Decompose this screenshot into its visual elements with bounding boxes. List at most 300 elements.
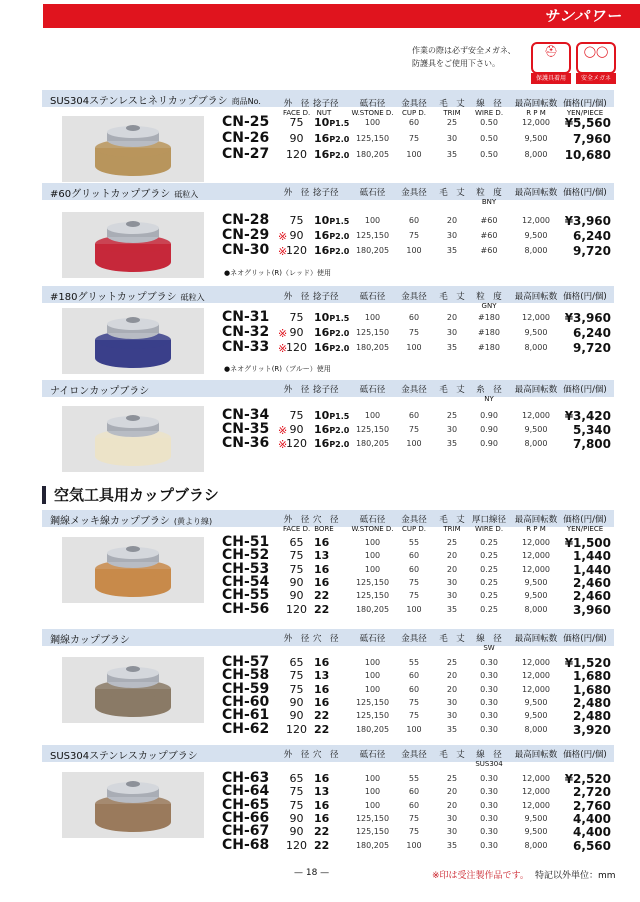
- order-note: ※印は受注製作品です。: [432, 871, 529, 881]
- trim-length: 20: [446, 685, 458, 694]
- face-diameter: 75: [289, 669, 304, 682]
- column-header-price: 価格(円/個): [563, 634, 607, 644]
- stone-diameter: 100: [364, 671, 381, 680]
- nut-size-value: 22: [314, 723, 330, 736]
- stone-diameter: 180,205: [355, 841, 390, 850]
- product-code: CN-27: [222, 146, 270, 162]
- column-subheader-price: YEN/PIECE: [566, 525, 604, 533]
- column-subheader-rpm: R P M: [526, 109, 546, 117]
- face-diameter: 90: [289, 326, 304, 339]
- nut-size: [314, 589, 354, 602]
- cup-diameter: 60: [408, 565, 420, 574]
- trim-length: 30: [446, 425, 458, 434]
- column-header-stone: 砥石径: [359, 750, 386, 760]
- trim-length: 30: [446, 827, 458, 836]
- nut-size: [314, 656, 354, 669]
- wire-diameter: 0.30: [480, 658, 498, 667]
- made-to-order-mark: ※: [278, 342, 288, 355]
- column-subheader-price: YEN/PIECE: [566, 109, 604, 117]
- wire-diameter: 0.25: [480, 591, 498, 600]
- product-code: CN-31: [222, 309, 270, 325]
- column-header-trim: 毛 丈: [439, 750, 465, 760]
- cup-diameter: 55: [408, 658, 420, 667]
- nut-size-value: 16: [314, 696, 330, 709]
- trim-length: 30: [446, 231, 458, 240]
- section-title: [50, 747, 198, 762]
- product-code: CN-28: [222, 212, 270, 228]
- column-header-trim: 毛 丈: [439, 634, 465, 644]
- trim-length: 30: [446, 578, 458, 587]
- face-diameter: 120: [286, 244, 307, 257]
- wire-diameter: 0.50: [480, 134, 498, 143]
- trim-length: 30: [446, 698, 458, 707]
- material-note: ●ネオグリット(R)（ブルー）使用: [224, 365, 331, 373]
- made-to-order-mark: ※: [278, 230, 288, 243]
- trim-length: 25: [446, 411, 458, 420]
- nut-size-value: 16: [314, 148, 330, 161]
- section-title: [50, 288, 205, 303]
- wire-diameter: 0.30: [480, 671, 498, 680]
- product-code: CH-62: [222, 721, 270, 737]
- face-diameter: 65: [289, 536, 304, 549]
- product-code: CH-65: [222, 797, 270, 813]
- wire-diameter: #60: [480, 216, 498, 225]
- product-code: CN-36: [222, 435, 270, 451]
- column-header-nut: 捻子径: [313, 292, 339, 302]
- nut-size-value: 13: [314, 785, 330, 798]
- unit-price: ¥1,520: [564, 656, 611, 670]
- product-code: CN-33: [222, 339, 270, 355]
- wire-diameter: 0.30: [480, 801, 498, 810]
- column-header-cup: 金具径: [401, 515, 427, 525]
- face-diameter: 75: [289, 549, 304, 562]
- column-header-stone: 砥石径: [359, 99, 386, 109]
- unit-price: 3,920: [573, 723, 611, 737]
- trim-length: 20: [446, 801, 458, 810]
- unit-price: ¥3,420: [564, 409, 611, 423]
- nut-size-value: 10: [314, 214, 330, 227]
- max-rpm: 12,000: [522, 118, 550, 127]
- max-rpm: 9,500: [524, 591, 548, 600]
- max-rpm: 8,000: [524, 343, 548, 352]
- column-subheader-wire: NY: [484, 395, 494, 403]
- stone-diameter: 100: [364, 565, 381, 574]
- max-rpm: 8,000: [524, 841, 548, 850]
- trim-length: 35: [446, 725, 458, 734]
- cup-diameter: 60: [408, 551, 420, 560]
- nut-size: [314, 812, 354, 825]
- max-rpm: 12,000: [522, 538, 550, 547]
- wire-diameter: 0.30: [480, 841, 498, 850]
- column-subheader-trim: TRIM: [443, 525, 461, 533]
- section-title-text: SUS304ステンレスカップブラシ: [50, 751, 198, 762]
- column-header-nut: 穴 径: [313, 515, 339, 525]
- stone-diameter: 180,205: [355, 725, 390, 734]
- column-header-od: 外 径: [283, 99, 310, 109]
- nut-size: [314, 683, 354, 696]
- cup-diameter: 60: [408, 671, 420, 680]
- trim-length: 20: [446, 551, 458, 560]
- nut-size-value: 16: [314, 423, 330, 436]
- face-diameter: 75: [289, 799, 304, 812]
- wire-diameter: 0.25: [480, 605, 498, 614]
- cup-diameter: 75: [408, 698, 420, 707]
- trim-length: 35: [446, 246, 458, 255]
- nut-size-value: 16: [314, 683, 330, 696]
- column-header-rpm: 最高回転数: [514, 750, 558, 760]
- top-banner: [43, 4, 640, 28]
- column-subheader-wire: WIRE D.: [474, 525, 504, 533]
- trim-length: 30: [446, 814, 458, 823]
- nut-size-value: 22: [314, 825, 330, 838]
- unit-price: 2,460: [573, 576, 611, 590]
- nut-pitch: P2.0: [329, 426, 350, 435]
- nut-size: [314, 326, 354, 339]
- face-diameter: 90: [289, 423, 304, 436]
- nut-size: [314, 148, 354, 161]
- column-header-cup: 金具径: [401, 750, 427, 760]
- cup-diameter: 60: [408, 685, 420, 694]
- nut-size: [314, 341, 354, 354]
- column-header-od: 外 径: [283, 515, 310, 525]
- unit-price: 5,340: [573, 423, 611, 437]
- product-code: CH-59: [222, 681, 270, 697]
- stone-diameter: 125,150: [355, 425, 390, 434]
- column-header-trim: 毛 丈: [439, 515, 465, 525]
- column-subheader-cup: CUP D.: [401, 525, 427, 533]
- column-subheader-rpm: R P M: [526, 525, 546, 533]
- product-photo: [62, 212, 204, 278]
- product-code: CN-26: [222, 130, 270, 146]
- face-diameter: 75: [289, 785, 304, 798]
- section-title-text: 鋼線カップブラシ: [50, 635, 130, 646]
- trim-length: 35: [446, 150, 458, 159]
- max-rpm: 9,500: [524, 134, 548, 143]
- wire-diameter: 0.30: [480, 698, 498, 707]
- stone-diameter: 100: [364, 658, 381, 667]
- column-header-od: 外 径: [283, 292, 310, 302]
- cup-diameter: 100: [406, 841, 422, 850]
- max-rpm: 9,500: [524, 814, 548, 823]
- cup-diameter: 60: [408, 411, 420, 420]
- unit-price: 10,680: [564, 148, 611, 162]
- wire-diameter: #60: [480, 246, 498, 255]
- face-diameter: 75: [289, 116, 304, 129]
- stone-diameter: 180,205: [355, 343, 390, 352]
- brush-photo-svg: [62, 308, 204, 374]
- nut-size: [314, 825, 354, 838]
- trim-length: 35: [446, 343, 458, 352]
- unit-price: ¥5,560: [564, 116, 611, 130]
- brand-logo: サンパワー: [543, 7, 622, 25]
- product-code: CN-32: [222, 324, 270, 340]
- section-title-text: SUS304ステンレスヒネリカップブラシ: [50, 96, 228, 107]
- face-diameter: 90: [289, 812, 304, 825]
- max-rpm: 8,000: [524, 725, 548, 734]
- cup-diameter: 60: [408, 118, 420, 127]
- face-diameter: 120: [286, 437, 307, 450]
- max-rpm: 12,000: [522, 658, 550, 667]
- cup-diameter: 55: [408, 774, 420, 783]
- stone-diameter: 125,150: [355, 578, 390, 587]
- product-code: CN-25: [222, 114, 270, 130]
- stone-diameter: 100: [364, 216, 381, 225]
- stone-diameter: 125,150: [355, 134, 390, 143]
- wire-diameter: 0.30: [480, 711, 498, 720]
- max-rpm: 12,000: [522, 685, 550, 694]
- nut-size: [314, 799, 354, 812]
- made-to-order-mark: ※: [278, 245, 288, 258]
- face-diameter: 120: [286, 148, 307, 161]
- brush-photo-svg: [62, 406, 204, 472]
- max-rpm: 12,000: [522, 671, 550, 680]
- unit-price: 1,440: [573, 563, 611, 577]
- wire-diameter: 0.30: [480, 725, 498, 734]
- brush-photo-svg: [62, 116, 204, 182]
- nut-size: [314, 229, 354, 242]
- cup-diameter: 60: [408, 313, 420, 322]
- stone-diameter: 100: [364, 551, 381, 560]
- section-title-text: ナイロンカップブラシ: [50, 386, 150, 397]
- product-code: CH-57: [222, 654, 270, 670]
- max-rpm: 9,500: [524, 231, 548, 240]
- cup-diameter: 60: [408, 787, 420, 796]
- column-header-price: 価格(円/個): [563, 188, 607, 198]
- face-diameter: 75: [289, 563, 304, 576]
- product-code: CH-60: [222, 694, 270, 710]
- product-code: CH-56: [222, 601, 270, 617]
- trim-length: 25: [446, 538, 458, 547]
- unit-price: 4,400: [573, 812, 611, 826]
- trim-length: 35: [446, 439, 458, 448]
- wire-diameter: #180: [478, 343, 500, 352]
- section-title: [50, 185, 198, 200]
- face-diameter: 120: [286, 839, 307, 852]
- column-subheader-nut: NUT: [316, 109, 332, 117]
- max-rpm: 9,500: [524, 827, 548, 836]
- face-diameter: 120: [286, 603, 307, 616]
- wire-diameter: #180: [478, 328, 500, 337]
- wire-diameter: 0.25: [480, 538, 498, 547]
- product-code: CN-29: [222, 227, 270, 243]
- nut-pitch: P2.0: [329, 135, 350, 144]
- column-header-nut: 穴 径: [313, 634, 339, 644]
- column-header-wire: 線 径: [476, 750, 502, 760]
- goggles-icon: ◯◯ 安全メガネ: [576, 42, 616, 74]
- nut-size: [314, 244, 354, 257]
- stone-diameter: 125,150: [355, 827, 390, 836]
- face-diameter: 90: [289, 576, 304, 589]
- nut-size-value: 16: [314, 244, 330, 257]
- nut-size-value: 16: [314, 326, 330, 339]
- unit-price: 2,480: [573, 709, 611, 723]
- wire-diameter: 0.50: [480, 150, 498, 159]
- cup-diameter: 75: [408, 711, 420, 720]
- safety-notice: 作業の際は必ず安全メガネ、防護具をご使用下さい。: [412, 46, 516, 68]
- column-header-nut: 捻子径: [313, 99, 339, 109]
- trim-length: 30: [446, 134, 458, 143]
- column-header-stone: 砥石径: [359, 634, 386, 644]
- section-title-text: #180グリットカップブラシ: [50, 292, 177, 303]
- wire-diameter: 0.90: [480, 425, 498, 434]
- face-diameter: 120: [286, 341, 307, 354]
- nut-pitch: P1.5: [329, 217, 350, 226]
- nut-size-value: 16: [314, 341, 330, 354]
- stone-diameter: 100: [364, 801, 381, 810]
- column-subheader-cup: CUP D.: [401, 109, 427, 117]
- cup-diameter: 100: [406, 246, 422, 255]
- stone-diameter: 100: [364, 313, 381, 322]
- product-code: CH-68: [222, 837, 270, 853]
- trim-length: 25: [446, 118, 458, 127]
- unit-price: 7,960: [573, 132, 611, 146]
- column-header-price: 価格(円/個): [563, 515, 607, 525]
- wire-diameter: 0.30: [480, 787, 498, 796]
- column-subheader-wire: SW: [483, 644, 495, 652]
- nut-size-value: 16: [314, 563, 330, 576]
- column-header-od: 外 径: [283, 188, 310, 198]
- nut-pitch: P2.0: [329, 247, 350, 256]
- nut-size: [314, 437, 354, 450]
- column-header-trim: 毛 丈: [439, 188, 465, 198]
- stone-diameter: 180,205: [355, 439, 390, 448]
- face-diameter: 90: [289, 825, 304, 838]
- nut-size-value: 16: [314, 536, 330, 549]
- nut-size: [314, 709, 354, 722]
- stone-diameter: 100: [364, 538, 381, 547]
- max-rpm: 12,000: [522, 801, 550, 810]
- column-header-rpm: 最高回転数: [514, 292, 558, 302]
- face-diameter: 75: [289, 409, 304, 422]
- face-diameter: 120: [286, 723, 307, 736]
- cup-diameter: 75: [408, 591, 420, 600]
- stone-diameter: 125,150: [355, 591, 390, 600]
- max-rpm: 9,500: [524, 711, 548, 720]
- nut-size: [314, 536, 354, 549]
- unit-price: 7,800: [573, 437, 611, 451]
- column-header-cup: 金具径: [401, 385, 427, 395]
- cup-diameter: 55: [408, 538, 420, 547]
- nut-size-value: 16: [314, 229, 330, 242]
- product-code: CH-54: [222, 574, 270, 590]
- unit-price: 6,560: [573, 839, 611, 853]
- column-header-wire: 粒 度: [476, 292, 502, 302]
- product-code: CH-66: [222, 810, 270, 826]
- section-title-text: #60グリットカップブラシ: [50, 189, 171, 200]
- unit-price: 4,400: [573, 825, 611, 839]
- column-subheader-wire: BNY: [481, 198, 497, 206]
- nut-size-value: 10: [314, 116, 330, 129]
- stone-diameter: 100: [364, 685, 381, 694]
- trim-length: 25: [446, 774, 458, 783]
- cup-diameter: 60: [408, 801, 420, 810]
- wire-diameter: 0.90: [480, 411, 498, 420]
- nut-size-value: 22: [314, 603, 330, 616]
- trim-length: 30: [446, 591, 458, 600]
- wire-diameter: 0.25: [480, 578, 498, 587]
- cup-diameter: 75: [408, 827, 420, 836]
- cup-diameter: 75: [408, 814, 420, 823]
- section-heading-air-tools: 空気工具用カップブラシ: [42, 486, 219, 504]
- nut-pitch: P2.0: [329, 440, 350, 449]
- material-note: ●ネオグリット(R)（レッド）使用: [224, 269, 331, 277]
- cup-diameter: 100: [406, 605, 422, 614]
- unit-price: ¥2,520: [564, 772, 611, 786]
- column-header-od: 外 径: [283, 385, 310, 395]
- column-header-stone: 砥石径: [359, 188, 386, 198]
- made-to-order-mark: ※: [278, 424, 288, 437]
- product-code: CH-53: [222, 561, 270, 577]
- stone-diameter: 125,150: [355, 231, 390, 240]
- helmet-icon: ⛑ 保護具着用: [531, 42, 571, 74]
- wire-diameter: #60: [480, 231, 498, 240]
- column-subheader-nut: BORE: [314, 525, 334, 533]
- product-code: CH-63: [222, 770, 270, 786]
- cup-diameter: 75: [408, 425, 420, 434]
- nut-size: [314, 423, 354, 436]
- column-header-rpm: 最高回転数: [514, 515, 558, 525]
- product-code: CH-55: [222, 587, 270, 603]
- column-header-rpm: 最高回転数: [514, 99, 558, 109]
- unit-price: 9,720: [573, 244, 611, 258]
- product-code: CN-30: [222, 242, 270, 258]
- stone-diameter: 180,205: [355, 605, 390, 614]
- nut-pitch: P1.5: [329, 119, 350, 128]
- max-rpm: 12,000: [522, 551, 550, 560]
- unit-note: 特記以外単位：mm: [535, 871, 616, 881]
- column-header-od: 外 径: [283, 634, 310, 644]
- nut-size-value: 16: [314, 799, 330, 812]
- unit-price: ¥3,960: [564, 311, 611, 325]
- column-header-trim: 毛 丈: [439, 292, 465, 302]
- nut-size: [314, 311, 354, 324]
- product-code: CH-61: [222, 707, 270, 723]
- nut-pitch: P2.0: [329, 344, 350, 353]
- trim-length: 25: [446, 658, 458, 667]
- column-header-rpm: 最高回転数: [514, 385, 558, 395]
- nut-size: [314, 132, 354, 145]
- nut-size-value: 16: [314, 812, 330, 825]
- trim-length: 20: [446, 216, 458, 225]
- column-header-wire: 粒 度: [476, 188, 502, 198]
- column-header-wire: 糸 径: [476, 385, 502, 395]
- stone-diameter: 100: [364, 774, 381, 783]
- column-header-nut: 捻子径: [313, 385, 339, 395]
- column-header-stone: 砥石径: [359, 292, 386, 302]
- column-header-nut: 捻子径: [313, 188, 339, 198]
- nut-size-value: 22: [314, 589, 330, 602]
- cup-diameter: 60: [408, 216, 420, 225]
- wire-diameter: 0.90: [480, 439, 498, 448]
- cup-diameter: 75: [408, 134, 420, 143]
- stone-diameter: 125,150: [355, 328, 390, 337]
- cup-diameter: 75: [408, 578, 420, 587]
- section-title-text: 鋼線メッキ線カップブラシ: [50, 516, 170, 527]
- cup-diameter: 100: [406, 439, 422, 448]
- face-diameter: 65: [289, 656, 304, 669]
- max-rpm: 9,500: [524, 578, 548, 587]
- unit-price: 6,240: [573, 229, 611, 243]
- section-title: [50, 631, 130, 646]
- column-subheader-wire: SUS304: [475, 760, 503, 768]
- brush-photo-svg: [62, 212, 204, 278]
- column-header-wire: 線 径: [476, 634, 502, 644]
- nut-size: [314, 723, 354, 736]
- section-subtitle: 砥粒入: [174, 190, 199, 199]
- column-subheader-od: FACE D.: [283, 109, 311, 117]
- column-header-rpm: 最高回転数: [514, 188, 558, 198]
- wire-diameter: 0.50: [480, 118, 498, 127]
